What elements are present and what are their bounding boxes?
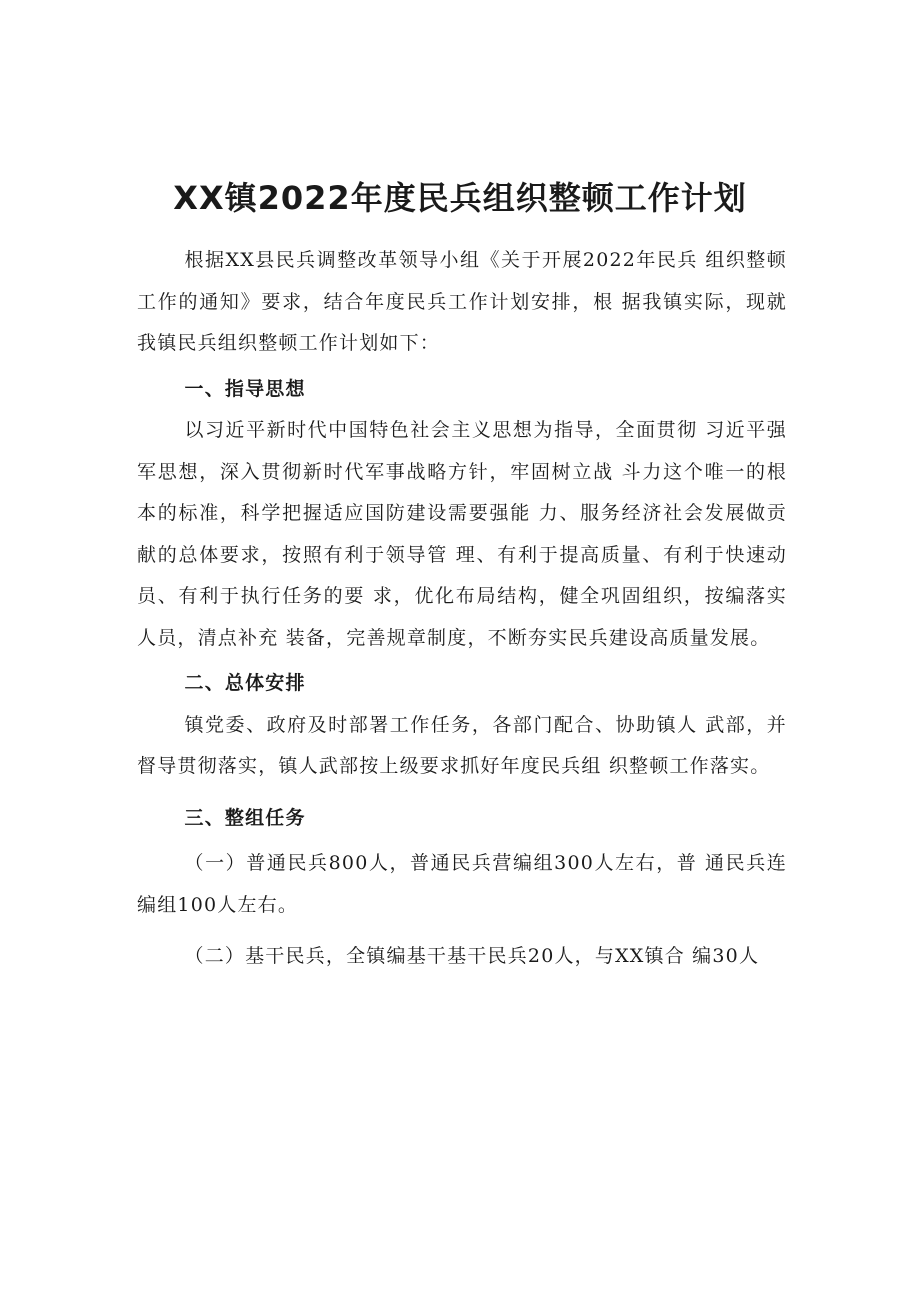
document-title: XX镇2022年度民兵组织整顿工作计划 xyxy=(173,179,747,217)
section-paragraph: 以习近平新时代中国特色社会主义思想为指导，全面贯彻 习近平强军思想，深入贯彻新时代军事战略方针，牢固树立战 斗力这个唯一的根本的标准，科学把握适应国防建设需要强能 力、服务经济社会发展做贡献的总体要求，按照有利于领导管 理、有利于提高质量、有利于快速动员、有利于执行任务的要 求，优化布局结构，健全巩固组织，按编落实人员，清点补充 装备，完善规章制度，不断夯实民兵建设高质量发展。 xyxy=(137,419,787,649)
section-heading-guiding-ideology: 一、指导思想 xyxy=(184,377,306,400)
section-paragraph: （一）普通民兵800人，普通民兵营编组300人左右，普 通民兵连编组100人左右。 xyxy=(137,852,787,916)
section-paragraph: 镇党委、政府及时部署工作任务，各部门配合、协助镇人 武部，并督导贯彻落实，镇人武部按上级要求抓好年度民兵组 织整顿工作落实。 xyxy=(137,713,787,777)
spacer xyxy=(137,788,787,798)
document-body xyxy=(137,240,787,978)
spacer xyxy=(137,926,787,936)
section-paragraph: （二）基干民兵，全镇编基干基干民兵20人，与XX镇合 编30人 xyxy=(184,945,760,967)
intro-paragraph: 根据XX县民兵调整改革领导小组《关于开展2022年民兵 组织整顿工作的通知》要求，结合年度民兵工作计划安排，根 据我镇实际，现就我镇民兵组织整顿工作计划如下： xyxy=(137,249,787,354)
section-heading-reorganization-tasks: 三、整组任务 xyxy=(184,806,306,829)
section-heading-overall-arrangement: 二、总体安排 xyxy=(184,672,306,694)
